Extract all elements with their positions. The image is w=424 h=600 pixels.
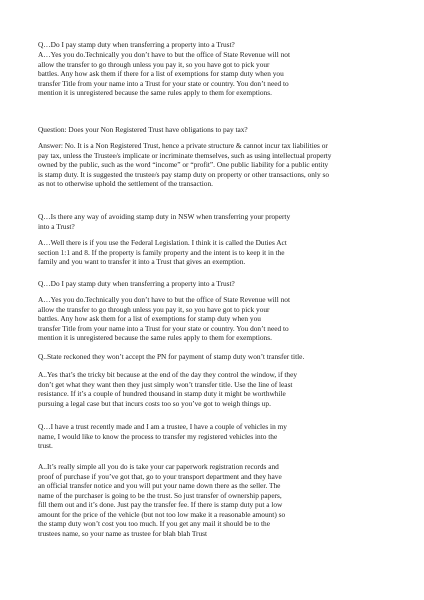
question-paragraph: Q..State reckoned they won’t accept the PN for payment of stamp duty won’t transfer title. [38,352,305,361]
answer-paragraph: A..Yes that’s the tricky bit because at the end of the day they control the window, if they don’t get what they want then they just simply won’t transfer title. Use the line of least resistance. If it’s a couple of hundred thousand in stamp duty it might be worthwhile pursuing a legal case but that incurs costs too so you’ve got to weigh things up. [38,370,298,408]
question-paragraph: Q…Do I pay stamp duty when transferring a property into a Trust? [38,279,235,288]
answer-paragraph: A..It’s really simple all you do is take your car paperwork registration records and proof of purchase if you’ve got that, go to your transport department and they have an official transfer notice and you will put your name down there as the seller. The name of the purchaser is going to be the trust. So just transfer of ownership papers, fill them out and it’s done. Just pay the transfer fee. If there is stamp duty put a low amount for the price of the vehicle (but not too low make it a reasonable amount) so the stamp duty won’t cost you too much. If you get any mail it should be to the trustees name, so your name as trustee for blah blah Trust [38,462,286,538]
answer-paragraph: A…Yes you do.Technically you don’t have to but the office of State Revenue will not allow the transfer to go through unless you pay it, so you have got to pick your battles. Any how ask them if there for a list of exemptions for stamp duty when you transfer Title from your name into a Trust for your state or country. You don’t need to mention it is unregistered because the same rules apply to them for exemptions. [38,50,290,98]
question-paragraph: Q…I have a trust recently made and I am a trustee, I have a couple of vehicles in my name, I would like to know the process to transfer my registered vehicles into the trust. [38,422,287,451]
answer-paragraph: A…Well there is if you use the Federal Legislation. I think it is called the Duties Act section 1:1 and 8. If the property is family property and the intent is to keep it in the family and you want to transfer it into a Trust that gives an exemption. [38,238,287,267]
answer-paragraph: A…Yes you do.Technically you don’t have to but the office of State Revenue will not allow the transfer to go through unless you pay it, so you have got to pick your battles. Any how ask them for a list of exemptions for stamp duty when you transfer Title from your name into a Trust for your state or country. You don’t need to mention it is unregistered because the same rules apply to them for exemptions. [38,295,290,343]
answer-paragraph: Answer: No. It is a Non Registered Trust, hence a private structure & cannot incur tax liabilities or pay tax, unless the Trustee/s implicate or incriminate themselves, such as using intellectual property owned by the public, such as the word “income” or “profit”. One public liability for a public entity is stamp duty. It is suggested the trustee/s pay stamp duty on property or other transactions, only so as not to otherwise uphold the settlement of the transaction. [38,141,332,189]
question-paragraph: Q…Is there any way of avoiding stamp duty in NSW when transferring your property into a Trust? [38,212,291,231]
question-paragraph: Question: Does your Non Registered Trust have obligations to pay tax? [38,125,248,134]
question-paragraph: Q…Do I pay stamp duty when transferring a property into a Trust? [38,40,235,49]
